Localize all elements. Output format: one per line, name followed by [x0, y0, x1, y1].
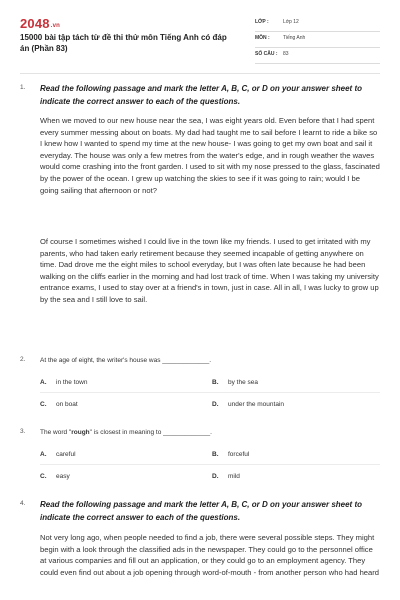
stem-keyword: rough — [71, 429, 90, 436]
option-letter: C. — [40, 473, 47, 480]
meta-row-grade — [255, 16, 380, 32]
option-text: in the town — [56, 379, 88, 386]
option-c[interactable] — [40, 401, 78, 408]
meta-key: LỚP : — [255, 19, 269, 25]
passage-paragraph-2: Of course I sometimes wished I could live in the town like my friends. I used to get irritated with my parents, who had taken early retirement because they seemed incapable of getting anywhere on time. Dad drove me the eight miles to school everyday, but I was often late because he had been walking on the cliffs earlier in the morning and had lost track of time. When I was taking my university entrance exams, I used to stay over at a friend's in town, just in case. All in all, I was lucky to grow up by the sea and I still love to sail. — [40, 237, 379, 304]
header-divider — [20, 73, 380, 74]
option-divider — [40, 464, 380, 465]
option-b[interactable] — [212, 379, 258, 386]
passage-paragraph: Not very long ago, when people needed to find a job, there were several possible steps. They might begin with a look through the classified ads in the newspaper. They could go to the personnel office at various companies and fill out an application, or they could go to an employment agency. They could even find out about a job opening through word-of-mouth - from another person who had heard — [40, 533, 379, 577]
option-b[interactable] — [212, 451, 249, 458]
option-text: under the mountain — [228, 401, 285, 408]
document-title: 15000 bài tập tách từ đề thi thử môn Tiếng Anh có đáp án (Phần 83) — [20, 33, 227, 53]
option-text: easy — [56, 473, 70, 480]
logo-text: 2048 — [20, 16, 50, 31]
stem-suffix: " is closest in meaning to _____________. — [89, 429, 212, 436]
meta-row-subject — [255, 32, 380, 48]
question-instruction: Read the following passage and mark the letter A, B, C, or D on your answer sheet to indicate the correct answer to each of the questions. — [40, 84, 362, 106]
meta-key: SỐ CÂU : — [255, 51, 278, 57]
question-number: 4. — [20, 500, 26, 507]
question-number: 2. — [20, 356, 26, 363]
option-d[interactable] — [212, 473, 240, 480]
meta-value: Lớp 12 — [283, 19, 299, 25]
option-text: careful — [56, 451, 76, 458]
option-letter: A. — [40, 379, 47, 386]
logo-suffix: .vn — [50, 23, 61, 29]
option-letter: C. — [40, 401, 47, 408]
option-text: by the sea — [228, 379, 258, 386]
question-stem — [40, 428, 380, 437]
option-letter: D. — [212, 401, 219, 408]
meta-value: Tiếng Anh — [283, 35, 306, 41]
meta-value: 83 — [283, 51, 289, 57]
question-number: 3. — [20, 428, 26, 435]
option-text: mild — [228, 473, 240, 480]
option-text: forceful — [228, 451, 250, 458]
option-letter: A. — [40, 451, 47, 458]
document-meta — [255, 16, 380, 64]
option-c[interactable] — [40, 473, 70, 480]
option-letter: D. — [212, 473, 219, 480]
option-letter: B. — [212, 379, 219, 386]
option-d[interactable] — [212, 401, 284, 408]
meta-key: MÔN : — [255, 35, 270, 41]
option-text: on boat — [56, 401, 78, 408]
option-letter: B. — [212, 451, 219, 458]
question-stem: At the age of eight, the writer's house was _____________. — [40, 357, 212, 364]
meta-row-count — [255, 48, 380, 64]
question-instruction: Read the following passage and mark the letter A, B, C, or D on your answer sheet to indicate the correct answer to each of the questions. — [40, 500, 362, 522]
site-logo[interactable] — [20, 16, 60, 31]
option-a[interactable] — [40, 379, 87, 386]
option-divider — [40, 392, 380, 393]
stem-prefix: The word " — [40, 429, 72, 436]
passage-paragraph-1: When we moved to our new house near the sea, I was eight years old. Even before that I had spent every summer messing about on boats. My dad had taught me to sail before I learnt to ride a bike so I knew how I wanted to spend my time at the new house- I was going to get my own boat and sail it everyday. The house was only a few metres from the water's edge, and in rough weather the waves would come crashing into the front garden. I used to sit with my nose pressed to the glass, fascinated by the power of the ocean. I grew up watching the skies to see if it was going to rain; would I be going sailing that afternoon or not? — [40, 116, 380, 195]
page-header — [0, 0, 400, 70]
option-a[interactable] — [40, 451, 76, 458]
question-number: 1. — [20, 84, 26, 91]
